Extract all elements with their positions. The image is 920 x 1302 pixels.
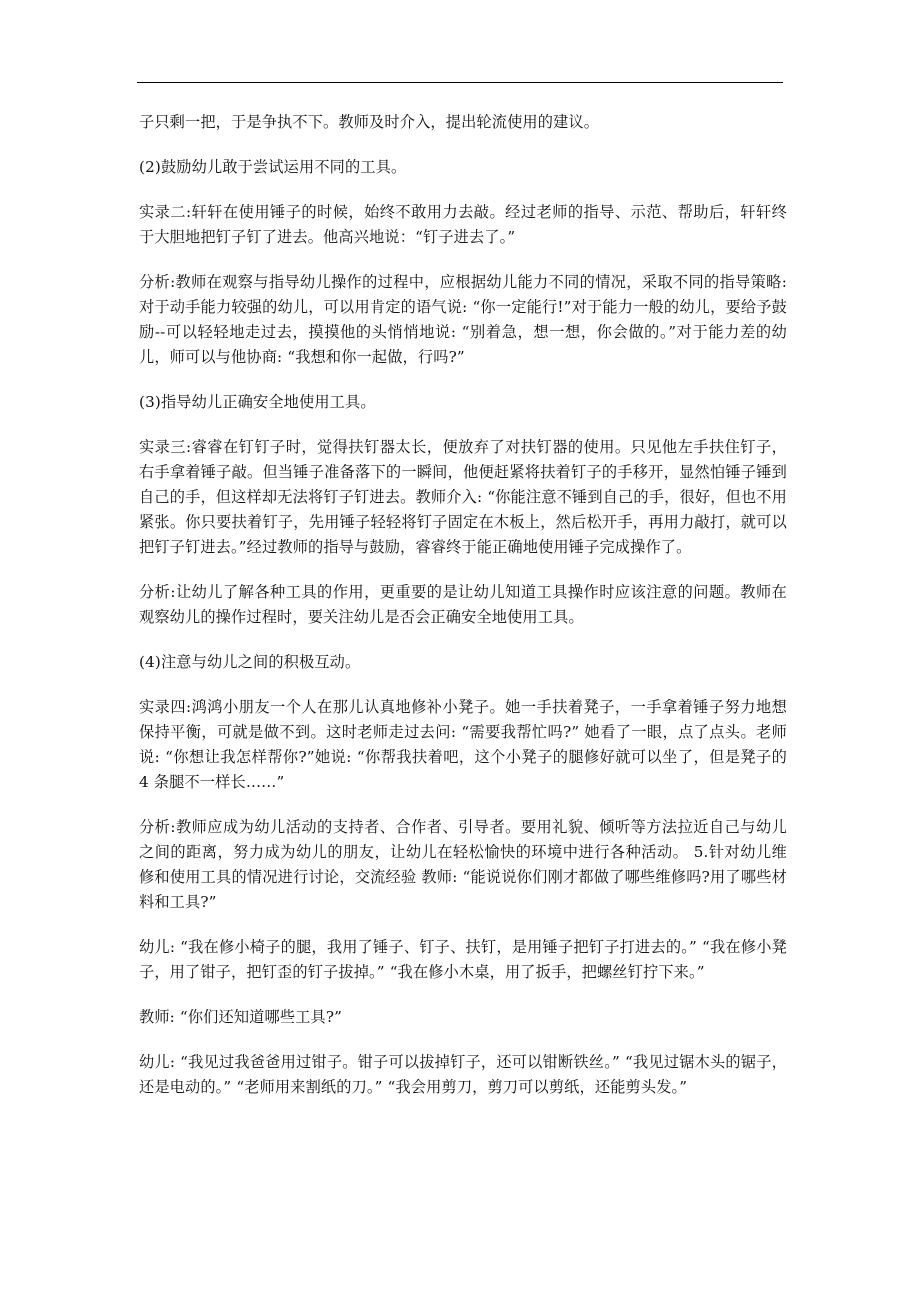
document-body [139,110,787,1120]
paragraph: 实录三:睿睿在钉钉子时，觉得扶钉器太长，便放弃了对扶钉器的使用。只见他左手扶住钉子，右手拿着锤子敲。但当锤子准备落下的一瞬间，他便赶紧将扶着钉子的手移开，显然怕锤子锤到自己的手，但这样却无法将钉子钉进去。教师介入: “你能注意不锤到自己的手，很好，但也不用紧张。你只要扶着钉子，先用锤子轻轻将钉子固定在木板上，然后松开手，再用力敲打，就可以把钉子钉进去。”经过教师的指导与鼓励，睿睿终于能正确地使用锤子完成操作了。 [139,438,787,556]
paragraph: 分析:教师应成为幼儿活动的支持者、合作者、引导者。要用礼貌、倾听等方法拉近自己与幼儿之间的距离，努力成为幼儿的朋友，让幼儿在轻松愉快的环境中进行各种活动。 5.针对幼儿维修和使用工具的情况进行讨论，交流经验 教师: “能说说你们刚才都做了哪些维修吗?用了哪些材料和工具?” [139,818,787,911]
section-heading: (4)注意与幼儿之间的积极互动。 [139,653,361,671]
section-heading: (2)鼓励幼儿敢于尝试运用不同的工具。 [139,158,407,176]
section-heading: (3)指导幼儿正确安全地使用工具。 [139,393,376,411]
paragraph: 子只剩一把，于是争执不下。教师及时介入，提出轮流使用的建议。 [139,113,600,131]
paragraph: 教师: “你们还知道哪些工具?” [139,1008,343,1026]
paragraph: 分析:教师在观察与指导幼儿操作的过程中，应根据幼儿能力不同的情况，采取不同的指导策略:对于动手能力较强的幼儿，可以用肯定的语气说: “你一定能行!”对于能力一般的幼儿，要给予鼓励--可以轻轻地走过去，摸摸他的头悄悄地说: “别着急，想一想，你会做的。”对于能力差的幼儿，师可以与他协商: “我想和你一起做，行吗?” [139,273,787,366]
paragraph: 幼儿: “我见过我爸爸用过钳子。钳子可以拔掉钉子，还可以钳断铁丝。” “我见过锯木头的锯子，还是电动的。” “老师用来割纸的刀。” “我会用剪刀，剪刀可以剪纸，还能剪头发。” [139,1053,787,1096]
paragraph: 幼儿: “我在修小椅子的腿，我用了锤子、钉子、扶钉，是用锤子把钉子打进去的。” “我在修小凳子，用了钳子，把钉歪的钉子拔掉。” “我在修小木桌，用了扳手，把螺丝钉拧下来。” [139,938,787,981]
paragraph: 实录二:轩轩在使用锤子的时候，始终不敢用力去敲。经过老师的指导、示范、帮助后，轩轩终于大胆地把钉子钉了进去。他高兴地说：“钉子进去了。” [139,203,787,246]
paragraph: 实录四:鸿鸿小朋友一个人在那儿认真地修补小凳子。她一手扶着凳子，一手拿着锤子努力地想保持平衡，可就是做不到。这时老师走过去问: “需要我帮忙吗?” 她看了一眼，点了点头。老师说: “你想让我怎样帮你?”她说: “你帮我扶着吧，这个小凳子的腿修好就可以坐了，但是凳子的 4 条腿不一样长……” [139,698,787,791]
paragraph: 分析:让幼儿了解各种工具的作用，更重要的是让幼儿知道工具操作时应该注意的问题。教师在观察幼儿的操作过程时，要关注幼儿是否会正确安全地使用工具。 [139,583,787,626]
header-rule [137,82,783,83]
